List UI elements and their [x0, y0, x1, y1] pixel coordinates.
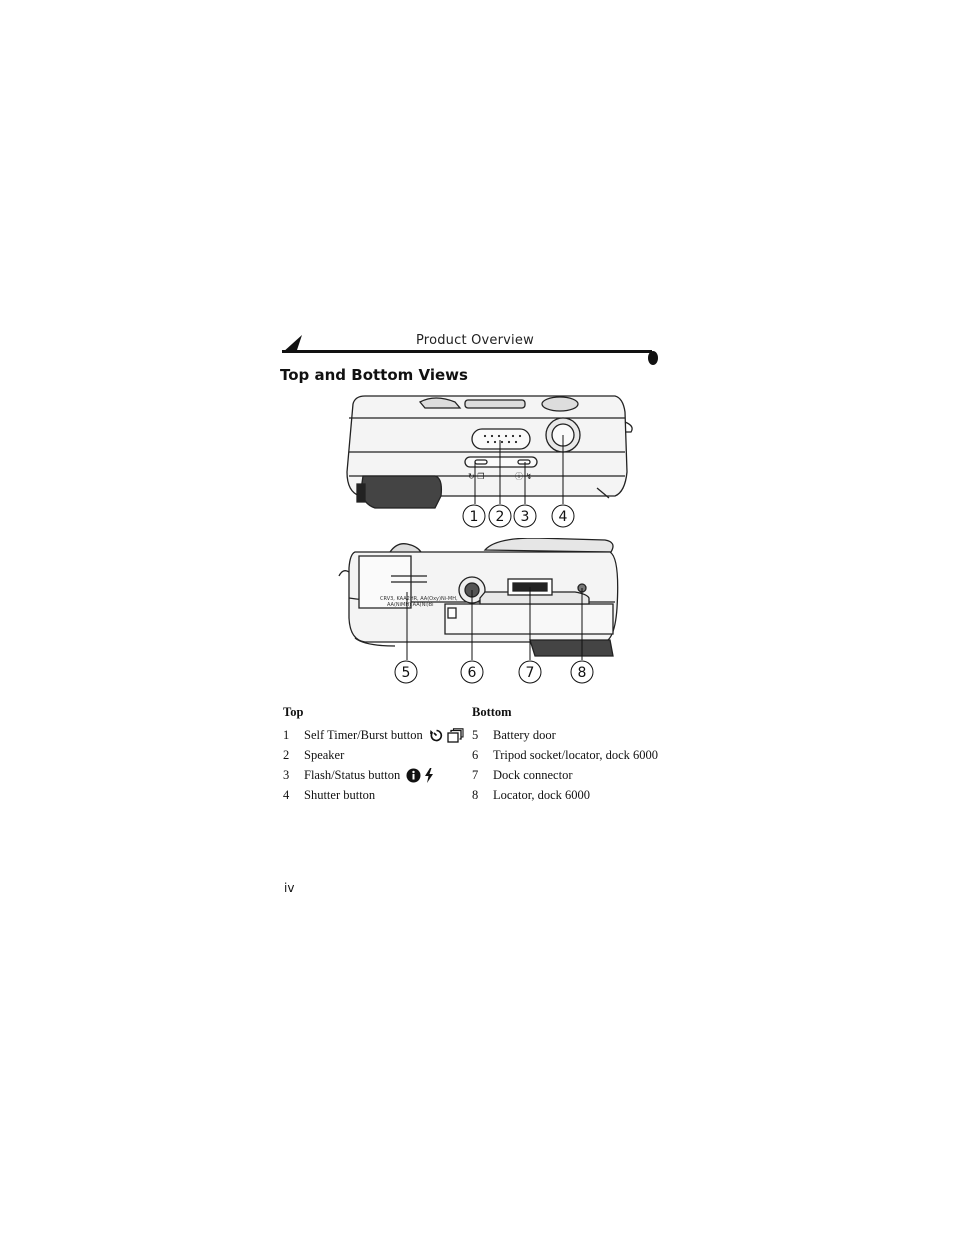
legend-label: Tripod socket/locator, dock 6000	[493, 747, 658, 762]
legend-label: Locator, dock 6000	[493, 787, 591, 802]
legend-row	[472, 725, 658, 745]
top-left-button-label: ↻ ❐	[468, 472, 485, 481]
legend-label: Flash/Status button	[304, 767, 401, 782]
self-timer-icon	[429, 728, 444, 743]
info-icon	[406, 768, 421, 783]
callout-7: 7	[525, 665, 535, 681]
legend-bottom-heading: Bottom	[472, 705, 512, 719]
callout-6: 6	[467, 665, 477, 681]
legend-label: Dock connector	[493, 767, 573, 782]
header-end-dot	[648, 351, 658, 365]
callout-5: 5	[401, 665, 411, 681]
legend-num: 7	[472, 767, 479, 782]
callout-4: 4	[558, 509, 568, 525]
callout-3: 3	[520, 509, 530, 525]
legend-num: 2	[283, 747, 290, 762]
legend-bottom	[472, 705, 658, 805]
legend-top	[283, 705, 464, 805]
legend-label: Shutter button	[304, 787, 376, 802]
legend-row	[283, 765, 464, 785]
callout-2: 2	[495, 509, 505, 525]
legend-num: 5	[472, 727, 479, 742]
page-number: iv	[284, 881, 295, 895]
legend-row	[472, 745, 658, 765]
legend-row	[283, 785, 464, 805]
legend-row	[283, 725, 464, 745]
legend-label: Battery door	[493, 727, 556, 742]
flash-icon	[424, 768, 434, 783]
battery-text-line1: CRV3, KAA2HR, AA(Oxy)Ni-MH,	[380, 596, 458, 602]
legend-label: Speaker	[304, 747, 345, 762]
callout-8: 8	[577, 665, 587, 681]
battery-text-line2: AA(NiMH) AA(Ni)Bi	[387, 602, 434, 608]
legend-num: 1	[283, 727, 290, 742]
legend-num: 6	[472, 747, 479, 762]
top-right-button-label: ⓘ ↯	[515, 472, 533, 481]
bottom-callouts	[392, 659, 602, 687]
section-label: Product Overview	[416, 333, 534, 348]
legend-row	[283, 745, 464, 765]
camera-bottom-view	[335, 538, 635, 660]
top-callouts	[460, 503, 580, 531]
header-rule	[282, 350, 652, 353]
legend-row	[472, 785, 658, 805]
legend-row	[472, 765, 658, 785]
callout-1: 1	[469, 509, 479, 525]
legend-num: 3	[283, 767, 290, 782]
legend-num: 4	[283, 787, 290, 802]
legend-label: Self Timer/Burst button	[304, 727, 423, 742]
page-title: Top and Bottom Views	[280, 366, 468, 384]
burst-icon	[447, 728, 464, 743]
legend-top-heading: Top	[283, 705, 304, 719]
legend-num: 8	[472, 787, 479, 802]
